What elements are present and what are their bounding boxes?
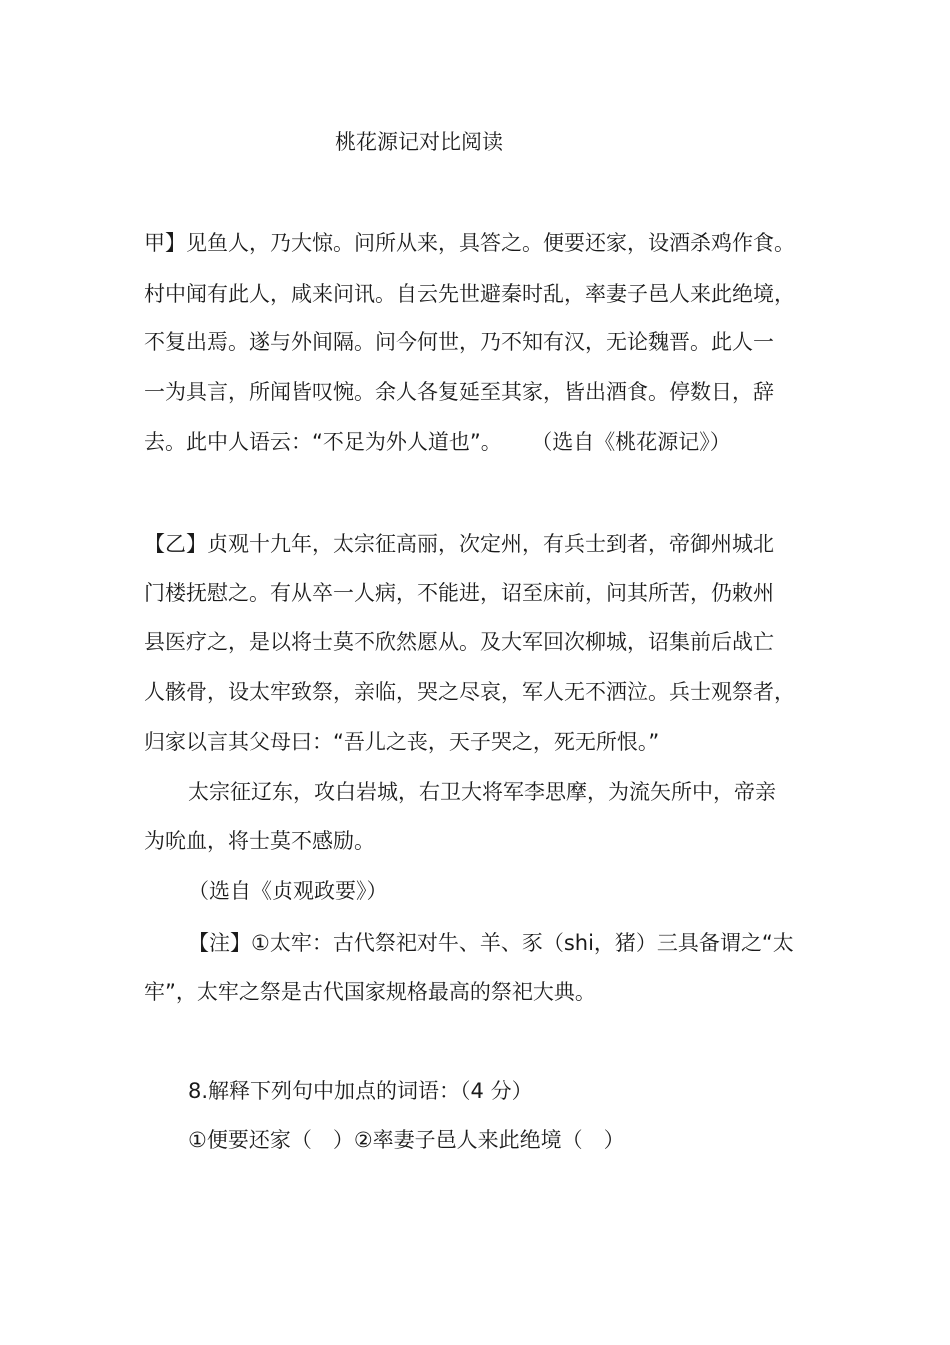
question-items: ①便要还家（ ）②率妻子邑人来此绝境（ ） [188,1128,625,1152]
note-line-1: 【注】①太牢：古代祭祀对牛、羊、豕（shi，猪）三具备谓之“太 [188,931,794,955]
passage-yi-line-4: 人骸骨，设太牢致祭，亲临，哭之尽哀，军人无不洒泣。兵士观祭者， [144,680,795,704]
note-line-2: 牢”，太牢之祭是古代国家规格最高的祭祀大典。 [144,980,596,1004]
passage-yi-line-2: 门楼抚慰之。有从卒一人病，不能进，诏至床前，问其所苦，仍敕州 [144,581,774,605]
passage-jia-source: （选自《桃花源记》） [541,430,731,454]
passage-yi-para2-line-1: 太宗征辽东，攻白岩城，右卫大将军李思摩，为流矢所中，帝亲 [188,780,776,804]
passage-jia-line-3: 不复出焉。遂与外间隔。问今何世，乃不知有汉，无论魏晋。此人一 [144,330,774,354]
passage-yi-line-1: 【乙】贞观十九年，太宗征高丽，次定州，有兵士到者，帝御州城北 [144,532,774,556]
question-stem: 8.解释下列句中加点的词语：（4 分） [188,1079,533,1103]
passage-yi-para2-line-2: 为吮血，将士莫不感励。 [144,829,375,853]
passage-jia-line-5-text: 去。此中人语云：“不足为外人道也”。 [144,430,502,454]
passage-jia-line-5 [144,427,731,457]
passage-yi-line-3: 县医疗之，是以将士莫不欣然愿从。及大军回次柳城，诏集前后战亡 [144,630,774,654]
passage-yi-line-5: 归家以言其父母曰：“吾儿之丧，天子哭之，死无所恨。” [144,730,660,754]
document-title: 桃花源记对比阅读 [335,130,503,154]
passage-yi-source: （选自《贞观政要》） [188,879,388,903]
passage-jia-line-1: 甲】见鱼人，乃大惊。问所从来，具答之。便要还家，设酒杀鸡作食。 [144,231,795,255]
passage-jia-line-2: 村中闻有此人，咸来问讯。自云先世避秦时乱，率妻子邑人来此绝境， [144,282,795,306]
passage-jia-line-4: 一为具言，所闻皆叹惋。余人各复延至其家，皆出酒食。停数日，辞 [144,380,774,404]
